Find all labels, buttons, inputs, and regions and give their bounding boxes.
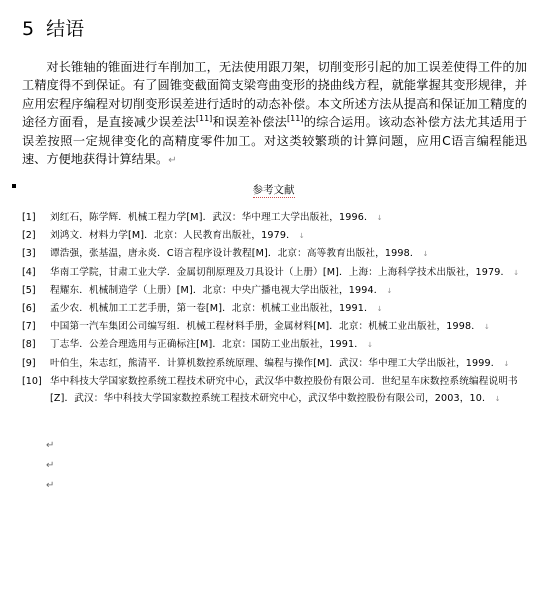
reference-text: 孟少农．机械加工工艺手册，第一卷[M]．北京：机械工业出版社，1991．: [50, 303, 374, 315]
reference-text-wrap: [50, 227, 527, 245]
reference-text: 刘红石，陈学辉．机械工程力学[M]．武汉：华中理工大学出版社，1996．: [50, 212, 374, 223]
empty-line-mark-icon: ↵: [46, 480, 55, 491]
reference-text: 华南工学院，甘肃工业大学．金属切削原理及刀具设计（上册）[M]．上海：上海科学技术出版社，1979．: [50, 266, 511, 278]
reference-text: 中国第一汽车集团公司编写组．机械工程材料手册，金属材料[M]．北京：机械工业出版社，1998．: [50, 321, 481, 333]
reference-item: [22, 355, 527, 373]
reference-item: [22, 227, 527, 245]
section-number: 5: [22, 18, 35, 40]
empty-lines: [46, 436, 54, 496]
empty-line-mark-icon: ↵: [46, 440, 55, 451]
reference-text: 谭浩强，张基温，唐永炎．C语言程序设计教程[M]．北京：高等教育出版社，1998．: [50, 248, 420, 260]
reference-text-wrap: [50, 318, 527, 336]
reference-text: 叶伯生，朱志红，熊清平．计算机数控系统原理、编程与操作[M]．武汉：华中理工大学出版社，1999．: [50, 357, 501, 369]
line-end-mark-icon: ↓: [483, 323, 490, 332]
line-end-mark-icon: ↓: [376, 305, 383, 314]
line-end-mark-icon: ↓: [494, 395, 501, 404]
paragraph-text: [22, 58, 527, 170]
reference-text: 华中科技大学国家数控系统工程技术研究中心，武汉华中数控股份有限公司．世纪星车床数控系统编程说明书[Z]．武汉：华中科技大学国家数控系统工程技术研究中心，武汉华中数控股份有限公司，2003，10．: [50, 375, 518, 405]
section-heading: [22, 16, 84, 42]
reference-item: [22, 282, 527, 300]
paragraph-mark-icon: ↵: [168, 155, 177, 167]
paragraph-part-3: 的综合运用。该动态补偿方法尤其适用于误差按照一定规律变化的高精度零件加工。对这类较繁琐的计算问题，应用C语言编程能迅速、方便地获得计算结果。: [22, 115, 528, 167]
line-end-mark-icon: ↓: [513, 268, 520, 277]
reference-text: 丁志华．公差合理选用与正确标注[M]．北京：国防工业出版社，1991．: [50, 339, 365, 351]
reference-index: [3]: [22, 248, 36, 260]
line-end-mark-icon: ↓: [422, 250, 429, 259]
line-end-mark-icon: ↓: [298, 232, 305, 241]
reference-text-wrap: [50, 300, 527, 318]
reference-item: [22, 300, 527, 318]
reference-text: 刘鸿文．材料力学[M]．北京：人民教育出版社，1979．: [50, 230, 296, 242]
reference-list: [22, 209, 527, 408]
line-end-mark-icon: ↓: [367, 341, 374, 350]
conclusion-paragraph: [22, 58, 527, 170]
reference-index: [5]: [22, 284, 36, 296]
reference-item: [22, 318, 527, 336]
line-end-mark-icon: ↓: [503, 359, 510, 368]
reference-text-wrap: [50, 245, 527, 263]
reference-index: [1]: [22, 212, 36, 223]
reference-item: [22, 209, 527, 227]
reference-text: 程耀东．机械制造学（上册）[M]．北京：中央广播电视大学出版社，1994．: [50, 284, 384, 296]
line-end-mark-icon: ↓: [376, 214, 383, 222]
reference-item: [22, 336, 527, 354]
citation-2: [11]: [287, 114, 304, 124]
paragraph-part-1: 对长锥轴的锥面进行车削加工，无法使用跟刀架，切削变形引起的加工误差使得工件的加工精度得不到保证。有了圆锥变截面简支梁弯曲变形的挠曲线方程，就能掌握其变形规律，并应用宏程序编程对切削变形误差进行适时的动态补偿。本文所述方法从提高和保证加工精度的途径方面看，是直接减少误差法: [22, 60, 527, 130]
reference-index: [9]: [22, 357, 36, 369]
reference-index: [2]: [22, 230, 36, 242]
line-end-mark-icon: ↓: [386, 286, 393, 295]
paragraph-part-2: 和误差补偿法: [212, 115, 288, 130]
empty-line-mark-icon: ↵: [46, 460, 55, 471]
reference-text-wrap: [50, 373, 527, 408]
reference-text-wrap: [50, 355, 527, 373]
reference-text-wrap: [50, 282, 527, 300]
section-title: 结语: [46, 18, 85, 40]
reference-index: [4]: [22, 266, 36, 278]
reference-item: [22, 264, 527, 282]
reference-index: [8]: [22, 339, 36, 351]
reference-index: [6]: [22, 303, 36, 315]
references-heading: [0, 183, 547, 197]
reference-text-wrap: [50, 264, 527, 282]
reference-text-wrap: [50, 209, 527, 227]
reference-index: [10]: [22, 375, 42, 387]
reference-index: [7]: [22, 321, 36, 333]
reference-item: [22, 373, 527, 408]
reference-text-wrap: [50, 336, 527, 354]
citation-1: [11]: [195, 114, 213, 124]
references-heading-text: 参考文献: [252, 184, 295, 196]
reference-item: [22, 245, 527, 263]
